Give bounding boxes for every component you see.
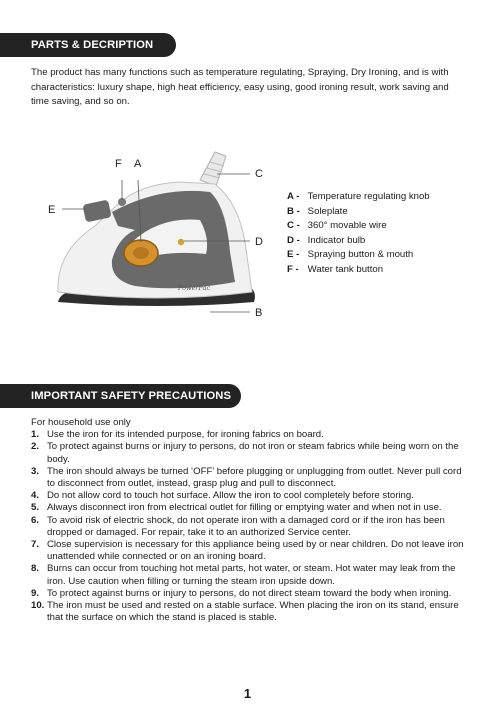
- parts-legend: [287, 190, 430, 278]
- list-item: 4. Do not allow cord to touch hot surface. Allow the iron to cool completely before storing.: [31, 490, 414, 502]
- legend-row: F - Water tank button: [287, 263, 384, 275]
- brand-logo: PowerPac: [178, 284, 211, 292]
- legend-row: A - Temperature regulating knob: [287, 191, 430, 202]
- list-item: 1. Use the iron for its intended purpose, for ironing fabrics on board.: [31, 429, 324, 441]
- list-item: 3. The iron should always be turned ‘OFF’ before plugging or unplugging from outlet. Never pull cord to disconnect from outlet, instead, grasp plug and pull to disconnect.: [31, 465, 462, 490]
- callout-d: D: [255, 236, 263, 248]
- legend-row: E - Spraying button & mouth: [287, 249, 414, 261]
- list-item: 7. Close supervision is necessary for this appliance being used by or near children. Do not leave iron unattended while connected or on an ironing board.: [31, 539, 464, 563]
- callout-b: B: [255, 307, 263, 319]
- list-item: 2. To protect against burns or injury to persons, do not iron or steam fabrics while being worn on the body.: [31, 441, 459, 465]
- callout-e: E: [48, 204, 56, 216]
- callout-a: A: [134, 158, 142, 170]
- steam-iron-illustration: [40, 142, 300, 327]
- callout-c: C: [255, 168, 263, 180]
- iron-diagram: [40, 142, 300, 327]
- list-item: 6. To avoid risk of electric shock, do not operate iron with a damaged cord or if the iron has been dropped or damaged. For repair, take it to an authorized Service center.: [31, 514, 445, 538]
- legend-row: C - 360° movable wire: [287, 220, 387, 232]
- legend-row: D - Indicator bulb: [287, 234, 366, 246]
- list-item: 5. Always disconnect iron from electrical outlet for filling or emptying water and when not in use.: [31, 502, 442, 514]
- cord-sleeve: [200, 152, 226, 186]
- parts-intro: The product has many functions such as temperature regulating, Spraying, Dry Ironing, and is with characteristics: luxury shape, high heat efficiency, easy using, good ironing result, work saving and time saving, and so on.: [31, 67, 449, 108]
- parts-heading: PARTS & DECRIPTION: [0, 33, 176, 57]
- list-item: 10. The iron must be used and rested on a stable surface. When placing the iron on its stand, ensure that the surface on which the stand is placed is stable.: [31, 600, 459, 624]
- list-item: 8. Burns can occur from touching hot metal parts, hot water, or steam. Hot water may leak from the iron. Use caution when filling or turning the steam iron upside down.: [31, 563, 456, 587]
- page-number: 1: [243, 686, 252, 701]
- safety-lead: For household use only: [31, 417, 131, 428]
- list-item: 9. To protect against burns or injury to persons, do not direct steam toward the body when ironing.: [31, 587, 452, 599]
- indicator-bulb: [178, 239, 184, 245]
- callout-f: F: [115, 158, 122, 170]
- legend-row: B - Soleplate: [287, 205, 348, 217]
- safety-list: [31, 417, 471, 624]
- safety-heading: IMPORTANT SAFETY PRECAUTIONS: [0, 384, 241, 408]
